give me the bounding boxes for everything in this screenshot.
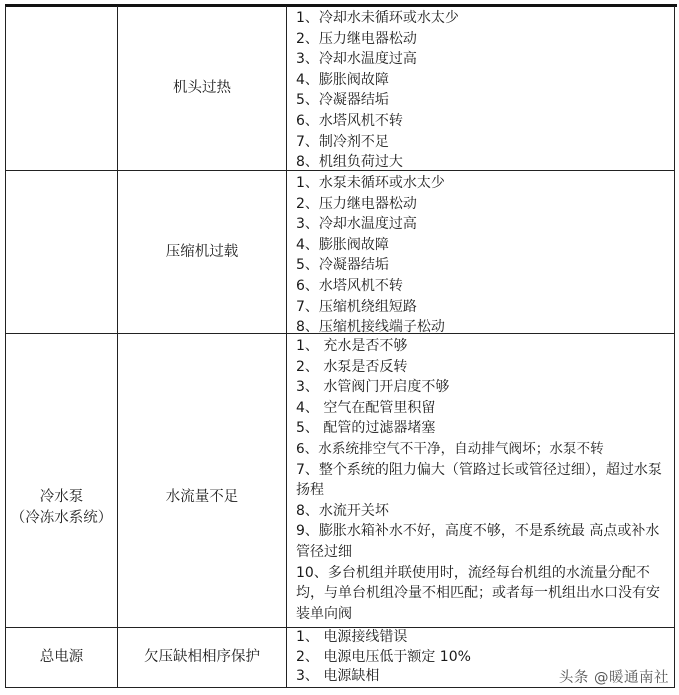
- cause-item: 9、膨胀水箱补水不好，高度不够，不是系统最 高点或补水管径过细: [296, 523, 660, 560]
- cause-item: 3、冷却水温度过高: [296, 216, 417, 233]
- fault-cell: [118, 334, 287, 627]
- cause-item: 6、水系统排空气不干净，自动排气阀坏；水泵不转: [296, 440, 604, 457]
- fault-cell: [118, 171, 287, 333]
- cause-item: 2、压力继电器松动: [296, 30, 417, 47]
- cause-item: 5、冷凝器结垢: [296, 92, 389, 109]
- category-sublabel: （冷冻水系统）: [10, 510, 113, 526]
- category-label: 总电源: [39, 649, 84, 665]
- cause-item: 8、压缩机接线端子松动: [296, 319, 445, 336]
- fault-label: 水流量不足: [165, 489, 239, 505]
- cause-item: 2、压力继电器松动: [296, 195, 417, 212]
- cause-item: 10、多台机组并联使用时，流经每台机组的水流量分配不均，与单台机组冷量不相匹配；或者每一机组出水口没有安装单向阀: [296, 564, 660, 622]
- fault-cell: [118, 6, 287, 170]
- cause-item: 6、水塔风机不转: [296, 112, 403, 129]
- fault-label: 欠压缺相相序保护: [144, 649, 260, 665]
- fault-label: 机头过热: [173, 79, 231, 96]
- cause-item: 1、 充水是否不够: [296, 338, 408, 354]
- causes-list: [296, 8, 674, 173]
- cause-item: 3、 水管阀门开启度不够: [296, 379, 450, 396]
- category-cell: [5, 334, 118, 627]
- cause-item: 7、整个系统的阻力偏大（管路过长或管径过细），超过水泵扬程: [296, 461, 662, 499]
- table-row-compressor-overload: [5, 171, 675, 334]
- causes-cell: [287, 6, 675, 170]
- cause-item: 8、机组负荷过大: [296, 154, 403, 171]
- cause-item: 1、冷却水未循环或水太少: [296, 10, 459, 26]
- category-label: 冷水泵: [39, 489, 84, 505]
- cause-item: 3、 电源缺相: [296, 668, 380, 684]
- cause-item: 4、膨胀阀故障: [296, 236, 389, 253]
- causes-list: [296, 336, 668, 624]
- cause-item: 4、 空气在配管里积留: [296, 399, 436, 416]
- fault-cell: [118, 628, 287, 687]
- category-cell: [5, 6, 118, 170]
- cause-item: 7、制冷剂不足: [296, 133, 389, 150]
- fault-label: 压缩机过载: [165, 243, 239, 260]
- category-cell: [5, 171, 118, 333]
- cause-item: 2、 水泵是否反转: [296, 358, 408, 375]
- cause-item: 1、水泵未循环或水太少: [296, 175, 445, 191]
- watermark: 头条 @暖通南社: [558, 670, 669, 686]
- cause-item: 7、压缩机绕组短路: [296, 298, 417, 315]
- cause-item: 6、水塔风机不转: [296, 277, 403, 294]
- cause-item: 3、冷却水温度过高: [296, 51, 417, 68]
- table-row-head-overheat: [5, 6, 675, 171]
- causes-list: [296, 173, 674, 338]
- causes-cell: [287, 334, 675, 627]
- cause-item: 1、 电源接线错误: [296, 629, 408, 645]
- cause-item: 8、水流开关坏: [296, 502, 389, 519]
- cause-item: 5、冷凝器结垢: [296, 257, 389, 274]
- cause-item: 2、 电源电压低于额定 10%: [296, 648, 471, 665]
- table-row-chilled-water-pump: [5, 334, 675, 628]
- causes-cell: [287, 171, 675, 336]
- cause-item: 5、 配管的过滤器堵塞: [296, 420, 436, 437]
- cause-item: 4、膨胀阀故障: [296, 71, 389, 88]
- category-cell: [5, 628, 118, 687]
